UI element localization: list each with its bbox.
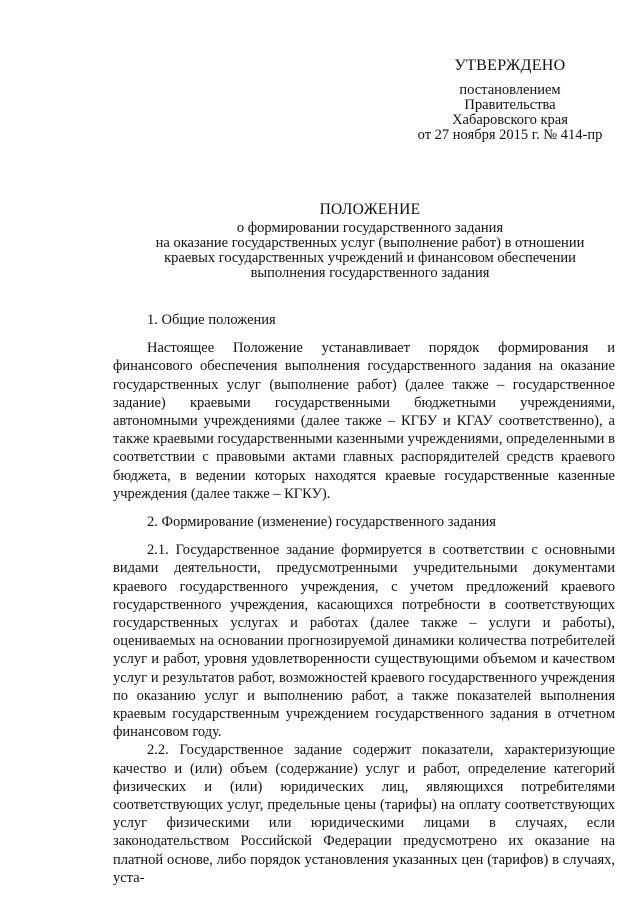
document-title: ПОЛОЖЕНИЕ (319, 201, 421, 218)
document-subtitle-line: выполнения государственного задания (250, 265, 490, 281)
approval-title: УТВЕРЖДЕНО (454, 57, 566, 74)
paragraph: 2.2. Государственное задание содержит показатели, характеризующие качество и (или) объем (содержание) услуг и работ, определение категорий физических и (или) юридических лиц, являющихся потребителями соответствующих услуг, предельные цены (тарифы) на оплату соответствующих услуг физическими или юридическими лицами в случаях, если законодательством Российской Федерации предусмотрено их оказание на платной основе, либо порядок установления указанных цен (тарифов) в случаях, уста- (113, 742, 615, 886)
paragraph: Настоящее Положение устанавливает порядок формирования и финансового обеспечения выполнения государственного задания на оказание государственных услуг (выполнение работ) (далее также – государственное задание) краевыми государственными бюджетными учреждениями, автономными учреждениями (далее также – КГБУ и КГАУ соответственно), а также краевыми государственными казенными учреждениями, определенными в соответствии с правовыми актами главных распорядителей средств краевого бюджета, в ведении которых находятся краевые государственные казенные учреждения (далее также – КГКУ). (113, 340, 615, 502)
document-subtitle-line: на оказание государственных услуг (выполнение работ) в отношении (155, 235, 585, 251)
approval-line: постановлением (459, 82, 561, 98)
approval-date: от 27 ноября 2015 г. № 414-пр (417, 127, 603, 143)
approval-line: Хабаровского края (452, 112, 568, 128)
approval-block (395, 58, 625, 143)
section-title: 2. Формирование (изменение) государственного задания (147, 514, 496, 531)
paragraph: 2.1. Государственное задание формируется в соответствии с основными видами деятельности, предусмотренными учредительными документами краевого государственного учреждения, с учетом предложений краевого государственного учреждения, касающихся потребности в соответствующих государственных услугах и работах (далее также – услуги и работы), оцениваемых на основании прогнозируемой динамики количества потребителей услуг и работ, уровня удовлетворенности существующими объемом и качеством услуг и результатов работ, возможностей краевого государственного учреждения по оказанию услуг и выполнению работ, а также показателей выполнения краевым государственным учреждением государственного задания в отчетном финансовом году. (113, 542, 615, 741)
section-title: 1. Общие положения (147, 312, 276, 328)
document-subtitle-line: краевых государственных учреждений и финансовом обеспечении (164, 250, 576, 266)
approval-line: Правительства (464, 97, 556, 113)
document-heading (110, 202, 630, 281)
document-subtitle-line: о формировании государственного задания (236, 220, 504, 236)
document-body (113, 311, 615, 887)
